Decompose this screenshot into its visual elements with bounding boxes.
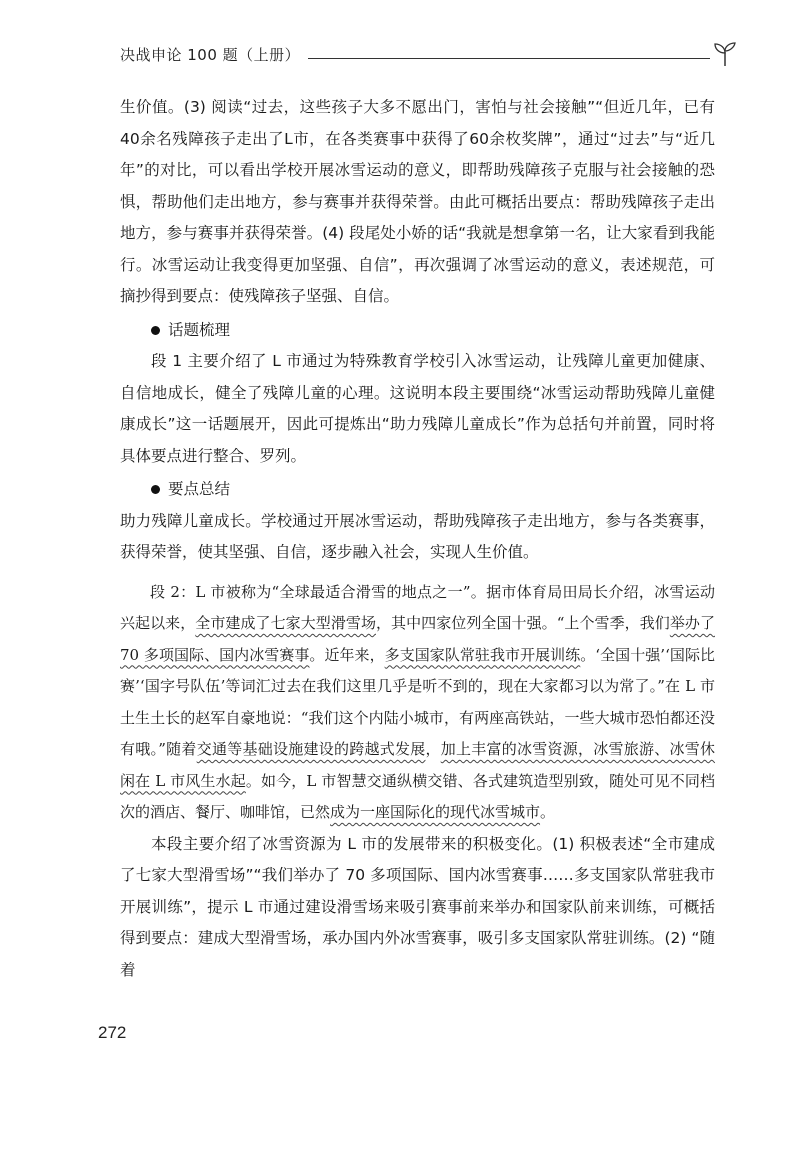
underlined-phrase: 举办了 70 多项国际、国内冰雪赛事 (120, 614, 715, 664)
text-run: 。‘全国十强’‘国际比赛’‘国字号队伍’等词汇过去在我们这里几乎是听不到的，现在大家都习以为常了。”在 L 市土生土长的赵军自豪地说：“我们这个内陆小城市，有两座高铁站，一些大城市恐怕都还没有哦。”随着 (120, 645, 715, 758)
text-run: ， (425, 740, 441, 758)
section-heading-points (120, 474, 715, 506)
text-run: 段 2：L 市被称为“全球最适合滑雪的地点之一”。据市体育局田局长介绍，冰雪运动兴起以来， (120, 582, 715, 632)
underlined-phrase: 成为一座国际化的现代冰雪城市 (330, 803, 541, 821)
sprout-icon (710, 40, 740, 66)
paragraph-topic-summary: 段 1 主要介绍了 L 市通过为特殊教育学校引入冰雪运动，让残障儿童更加健康、自信地成长，健全了残障儿童的心理。这说明本段主要围绕“冰雪运动帮助残障儿童健康成长”这一话题展开，因此可提炼出“助力残障儿童成长”作为总括句并前置，同时将具体要点进行整合、罗列。 (120, 352, 715, 465)
running-header (120, 40, 740, 70)
section-heading-topic (120, 315, 715, 347)
paragraph-analysis-continued: 生价值。(3) 阅读“过去，这些孩子大多不愿出门，害怕与社会接触”“但近几年，已有40余名残障孩子走出了L市，在各类赛事中获得了60余枚奖牌”，通过“过去”与“近几年”的对比，可以看出学校开展冰雪运动的意义，即帮助残障孩子克服与社会接触的恐惧，帮助他们走出地方，参与赛事并获得荣誉。由此可概括出要点：帮助残障孩子走出地方，参与赛事并获得荣誉。(4) 段尾处小娇的话“我就是想拿第一名，让大家看到我能行。冰雪运动让我变得更加坚强、自信”，再次强调了冰雪运动的意义，表述规范，可摘抄得到要点：使残障孩子坚强、自信。 (120, 98, 715, 305)
paragraph-analysis-para2: 本段主要介绍了冰雪资源为 L 市的发展带来的积极变化。(1) 积极表述“全市建成了七家大型滑雪场”“我们举办了 70 多项国际、国内冰雪赛事……多支国家队常驻我市开展训练”，提示 L 市通过建设滑雪场来吸引赛事前来举办和国家队前来训练，可概括得到要点：建成大型滑雪场，承办国内外冰雪赛事，吸引多支国家队常驻训练。(2) “随着 (120, 834, 715, 979)
heading-text: 话题梳理 (168, 320, 231, 339)
paragraph-source-material (120, 577, 715, 829)
text-run: 。如今，L 市智慧交通纵横交错、各式建筑造型别致，随处可见不同档次的酒店、餐厅、咖啡馆，已然 (120, 771, 716, 821)
page-body (120, 92, 715, 986)
heading-text: 要点总结 (168, 480, 231, 498)
bullet-dot-icon (151, 326, 160, 335)
page-number: 272 (98, 1023, 127, 1042)
text-run: 。 (540, 803, 556, 821)
underlined-phrase: 全市建成了七家大型滑雪场 (195, 614, 376, 632)
underlined-phrase: 交通等基础设施建设的跨越式发展 (196, 740, 426, 758)
underlined-phrase: 多支国家队常驻我市开展训练 (384, 645, 581, 664)
book-title: 决战申论 100 题（上册） (120, 44, 308, 65)
text-run: ，其中四家位列全国十强。“上个雪季，我们 (376, 614, 670, 632)
text-run: 。近年来， (309, 645, 385, 664)
bullet-dot-icon (151, 485, 160, 494)
underlined-phrase: 加上丰富的冰雪资源，冰雪旅游、冰雪休闲在 L 市风生水起 (120, 740, 715, 790)
paragraph-key-points: 助力残障儿童成长。学校通过开展冰雪运动，帮助残障孩子走出地方，参与各类赛事，获得荣誉，使其坚强、自信，逐步融入社会，实现人生价值。 (120, 511, 715, 561)
